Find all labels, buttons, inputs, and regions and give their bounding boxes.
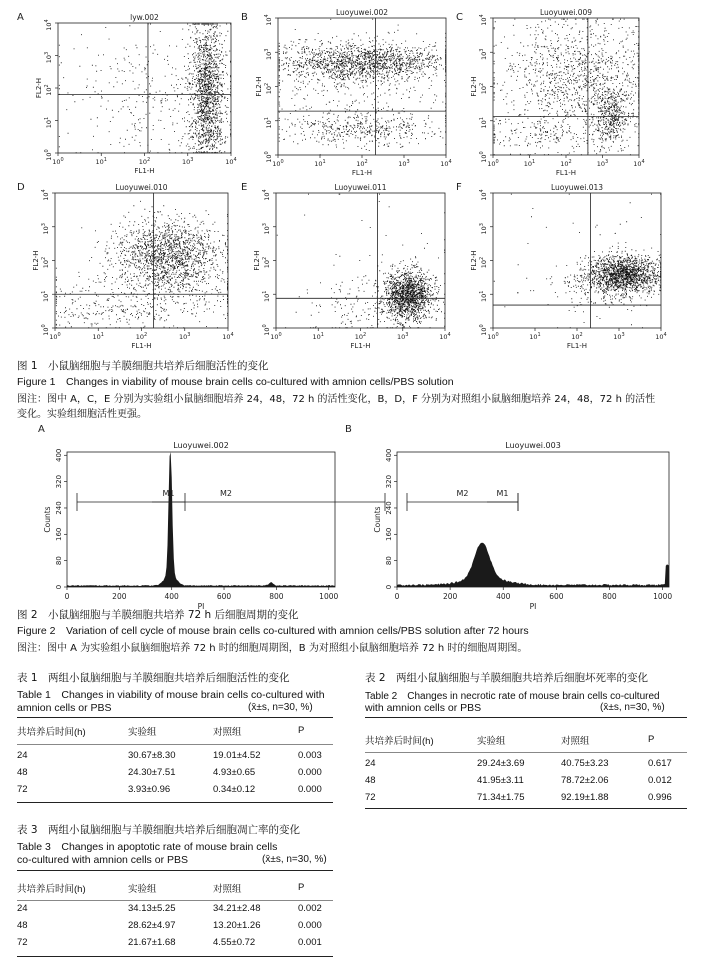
x-tick-label: 400 [496,592,511,601]
event-dots [56,201,228,328]
cell: 48 [365,775,376,786]
event-dot-cloud [494,194,661,328]
event-dots [277,194,445,328]
y-tick-label: 160 [55,527,63,542]
table-2-title-en-1: Table 2 Changes in necrotic rate of mouse brain cells co-cultured [365,691,660,702]
table-1-title-en-2: amnion cells or PBS [17,702,112,714]
table-1-grid [17,722,333,798]
cell: 0.34±0.12 [213,784,256,795]
y-tick-label: $10^1$ [262,290,271,302]
figure-2-caption-en: Figure 2 Variation of cell cycle of mouse brain cells co-cultured with amnion cells/PBS solution after 72 hours [17,625,529,637]
cell: 21.67±1.68 [128,937,176,948]
table-row [17,764,333,781]
cell: 3.93±0.96 [128,784,171,795]
figure-1-note-line1: 图注：图中 A，C，E 分别为实验组小鼠脑细胞培养 24，48，72 h 的活性变化，B，D，F 分别为对照组小鼠脑细胞培养 24，48，72 h 的活性 [17,394,656,405]
header-cell: 共培养后时间(h) [17,883,86,895]
cell: 72 [17,784,28,795]
header-cell: P [298,882,305,893]
table-row [17,747,333,764]
x-tick-label: $10^1$ [314,159,326,168]
cell: 19.01±4.52 [213,750,261,761]
panel-letter: A [17,12,24,23]
plot-frame [278,18,446,155]
y-tick-label: $10^2$ [264,82,273,95]
cell: 92.19±1.88 [561,792,609,803]
x-tick-label: $10^2$ [138,157,151,166]
panel-letter: E [241,182,248,193]
y-tick-label: $10^0$ [44,149,53,161]
cell: 34.13±5.25 [128,903,176,914]
y-tick-label: $10^2$ [479,82,488,95]
table-2-grid [365,731,687,806]
x-tick-label: $10^3$ [179,332,191,341]
cell: 0.000 [298,784,322,795]
figure-1-caption-cn: 图 1 小鼠脑细胞与羊膜细胞共培养后细胞活性的变化 [17,360,269,372]
x-tick-label: $10^0$ [487,332,499,341]
y-tick-label: $10^4$ [479,14,488,26]
marker-label-m2: M2 [220,489,232,498]
cell: 24 [17,903,28,914]
cell: 48 [17,767,28,778]
y-tick-label: $10^3$ [264,48,273,60]
y-tick-label: 160 [385,527,393,542]
y-axis-label: FL2-H [255,76,263,97]
scatter-panel-f [456,182,667,350]
y-tick-label: $10^1$ [479,117,488,129]
y-tick-label: $10^2$ [44,84,53,96]
x-tick-label: $10^0$ [52,157,64,166]
x-tick-label: $10^2$ [354,332,367,341]
cell: 0.996 [648,792,672,803]
x-tick-label: $10^4$ [439,332,451,341]
x-axis-label: PI [529,602,537,611]
figure-2-note: 图注：图中 A 为实验组小鼠脑细胞培养 72 h 时的细胞周期图，B 为对照组小鼠脑细胞培养 72 h 时的细胞周期图。 [17,643,528,654]
x-axis-label: FL1-H [351,169,373,177]
cell: 0.012 [648,775,672,786]
y-axis-label: Counts [373,506,382,533]
panel-letter: D [17,182,25,193]
scatter-panel-d [17,182,234,350]
plot-frame [493,193,661,328]
y-tick-label: $10^4$ [479,189,488,201]
panel-letter: B [241,12,248,23]
y-axis-label: FL2-H [35,77,43,99]
y-axis-label: Counts [43,506,52,533]
x-tick-label: $10^0$ [487,159,499,168]
figure-1-svg [0,0,709,352]
figure-1-caption-en: Figure 1 Changes in viability of mouse brain cells co-cultured with amnion cells/PBS solution [17,376,454,388]
event-dots [59,24,231,154]
x-tick-label: $10^4$ [633,159,645,168]
x-axis-label: FL1-H [134,167,155,175]
panel-title: Luoyuwei.013 [550,183,604,192]
y-tick-label: $10^3$ [479,223,488,235]
y-tick-label: $10^1$ [41,290,50,302]
x-axis-label: FL1-H [350,342,371,350]
panel-title: Luoyuwei.002 [173,441,229,450]
y-tick-label: $10^4$ [41,189,50,201]
cell: 0.000 [298,767,322,778]
header-cell: 对照组 [561,735,590,747]
x-tick-label: $10^4$ [440,159,452,168]
cell: 0.617 [648,758,672,769]
x-tick-label: $10^1$ [523,159,536,168]
y-tick-label: $10^4$ [264,14,273,26]
panel-title: Luoyuwei.010 [115,183,168,192]
x-tick-label: $10^3$ [182,157,194,166]
event-dot-cloud [59,24,231,154]
figure-2-caption-cn: 图 2 小鼠脑细胞与羊膜细胞共培养 72 h 后细胞周期的变化 [17,609,299,621]
figure-2-svg [0,420,709,611]
x-tick-label: $10^0$ [270,332,282,341]
panel-title: Luoyuwei.003 [505,441,561,450]
x-tick-label: 400 [164,592,179,601]
table-1-stats: (x̄±s, n=30, %) [248,702,313,713]
x-tick-label: 200 [112,592,127,601]
panel-title: Luoyuwei.011 [334,183,387,192]
table-row [365,789,687,806]
x-tick-label: 0 [64,592,70,601]
panel-letter: A [38,424,45,435]
table-1-title-cn: 表 1 两组小鼠脑细胞与羊膜细胞共培养后细胞活性的变化 [17,672,290,684]
histogram-area [67,452,335,587]
table-3-title-en-1: Table 3 Changes in apoptotic rate of mouse brain cells [17,841,278,853]
table-3-title-en-2: co-cultured with amnion cells or PBS [17,854,188,866]
cell: 28.62±4.97 [128,920,176,931]
y-axis-label: FL2-H [32,250,40,271]
cell: 48 [17,920,28,931]
y-tick-label: $10^2$ [41,256,50,269]
table-row [17,781,333,798]
cell: 72 [17,937,28,948]
panel-letter: C [456,12,463,23]
cell: 0.003 [298,750,322,761]
histogram-area [397,543,669,587]
y-tick-label: $10^1$ [479,290,488,302]
cell: 29.24±3.69 [477,758,525,769]
figure-1-note-line2: 变化。实验组细胞活性更强。 [17,409,147,420]
y-tick-label: 400 [55,448,63,462]
y-tick-label: 240 [385,501,393,515]
cell: 4.55±0.72 [213,937,256,948]
cell: 71.34±1.75 [477,792,525,803]
header-cell: 共培养后时间(h) [17,726,86,738]
table-row [17,917,333,934]
scatter-panel-a [17,12,237,175]
event-dot-cloud [279,19,446,156]
plot-frame [55,193,228,328]
plot-frame [276,193,445,328]
table-3-grid [17,879,333,951]
panel-title: lyw.002 [130,13,159,22]
x-tick-label: 1000 [319,592,339,601]
cell: 0.001 [298,937,322,948]
x-tick-label: $10^4$ [222,332,234,341]
x-tick-label: $10^2$ [135,332,148,341]
x-tick-label: $10^1$ [312,332,324,341]
plot-frame [67,452,335,587]
x-axis-label: PI [197,602,205,611]
y-tick-label: $10^2$ [479,256,488,269]
event-dots [494,19,640,156]
y-tick-label: $10^1$ [264,117,273,129]
cell: 30.67±8.30 [128,750,176,761]
x-tick-label: $10^1$ [529,332,541,341]
cell: 40.75±3.23 [561,758,609,769]
marker-label-m2: M2 [456,489,469,498]
y-tick-label: $10^0$ [264,151,273,163]
y-tick-label: $10^0$ [41,324,50,336]
panel-title: Luoyuwei.009 [539,8,593,17]
header-cell: 对照组 [213,883,242,895]
table-3-header-row [17,879,333,896]
cell: 0.002 [298,903,322,914]
cell: 78.72±2.06 [561,775,609,786]
event-dots [494,194,661,328]
table-2-title-cn: 表 2 两组小鼠脑细胞与羊膜细胞共培养后细胞坏死率的变化 [365,672,649,684]
x-tick-label: 600 [549,592,564,601]
x-tick-label: $10^3$ [613,332,625,341]
scatter-panel-e [241,182,451,350]
cell: 34.21±2.48 [213,903,261,914]
y-axis-label: FL2-H [470,250,478,271]
event-dot-cloud [56,201,228,328]
scatter-panel-b [241,8,452,177]
cell: 72 [365,792,376,803]
cell: 24 [365,758,376,769]
x-axis-label: FL1-H [131,342,152,350]
plot-frame [397,452,669,587]
event-dot-cloud [277,194,445,328]
y-tick-label: 320 [385,474,393,489]
x-tick-label: $10^2$ [560,159,572,168]
x-tick-label: $10^3$ [596,159,609,168]
x-tick-label: 600 [216,592,232,601]
x-tick-label: $10^4$ [655,332,667,341]
header-cell: P [298,725,305,736]
x-tick-label: 800 [602,592,617,601]
y-tick-label: $10^0$ [479,151,488,163]
y-tick-label: 80 [55,556,63,566]
table-row [17,900,333,917]
y-axis-label: FL2-H [470,76,478,97]
marker-label-m1: M1 [496,489,509,498]
event-dot-cloud [494,19,640,156]
y-tick-label: 80 [385,556,393,566]
y-tick-label: 0 [385,584,393,590]
y-tick-label: $10^3$ [41,223,50,235]
y-tick-label: $10^2$ [262,256,271,269]
x-axis-label: FL1-H [555,169,577,177]
x-tick-label: $10^0$ [49,332,61,341]
x-tick-label: $10^3$ [398,159,410,168]
x-tick-label: 800 [269,592,284,601]
panel-letter: B [345,424,352,435]
x-tick-label: 0 [394,592,400,601]
cell: 24 [17,750,28,761]
y-tick-label: $10^3$ [44,51,53,64]
table-row [17,934,333,951]
table-2-title-en-2: with amnion cells or PBS [365,702,482,714]
y-tick-label: $10^4$ [262,189,271,201]
y-tick-label: 320 [55,474,63,489]
x-tick-label: $10^3$ [397,332,409,341]
x-tick-label: $10^2$ [356,159,368,168]
header-cell: 实验组 [128,883,157,895]
y-tick-label: 0 [55,584,63,590]
table-3-stats: (x̄±s, n=30, %) [262,854,327,865]
x-axis-label: FL1-H [566,342,588,350]
header-cell: 实验组 [477,735,506,747]
histogram-panel-b [345,424,672,611]
header-cell: 对照组 [213,726,242,738]
x-tick-label: 1000 [653,592,673,601]
histogram-panel-a [38,424,385,611]
table-row [365,755,687,772]
header-cell: 实验组 [128,726,157,738]
panel-letter: F [456,182,462,193]
y-tick-label: $10^4$ [44,19,53,31]
table-1-header-row [17,722,333,739]
y-tick-label: $10^0$ [262,324,271,336]
y-tick-label: $10^0$ [479,324,488,336]
cell: 13.20±1.26 [213,920,261,931]
table-1-title-en-1: Table 1 Changes in viability of mouse brain cells co-cultured with [17,689,325,701]
cell: 41.95±3.11 [477,775,524,786]
table-2-stats: (x̄±s, n=30, %) [600,702,665,713]
x-tick-label: $10^1$ [95,157,107,166]
cell: 4.93±0.65 [213,767,256,778]
table-2-header-row [365,731,687,748]
y-tick-label: 240 [55,501,63,515]
marker-label-m1: M1 [162,489,175,498]
plot-frame [493,18,639,155]
x-tick-label: $10^1$ [92,332,104,341]
x-tick-label: $10^0$ [272,159,284,168]
scatter-panel-c [456,8,645,177]
panel-title: Luoyuwei.002 [335,8,389,17]
header-cell: 共培养后时间(h) [365,735,434,747]
event-dots [279,19,446,156]
cell: 0.000 [298,920,322,931]
table-3-title-cn: 表 3 两组小鼠脑细胞与羊膜细胞共培养后细胞凋亡率的变化 [17,824,301,836]
x-tick-label: 200 [442,592,458,601]
y-tick-label: $10^3$ [479,48,488,60]
y-axis-label: FL2-H [253,250,261,271]
x-tick-label: $10^2$ [571,332,583,341]
y-tick-label: $10^3$ [262,223,271,235]
cell: 24.30±7.51 [128,767,176,778]
y-tick-label: $10^1$ [44,116,53,129]
y-tick-label: 400 [385,448,393,462]
header-cell: P [648,734,655,745]
table-row [365,772,687,789]
x-tick-label: $10^4$ [225,157,237,166]
